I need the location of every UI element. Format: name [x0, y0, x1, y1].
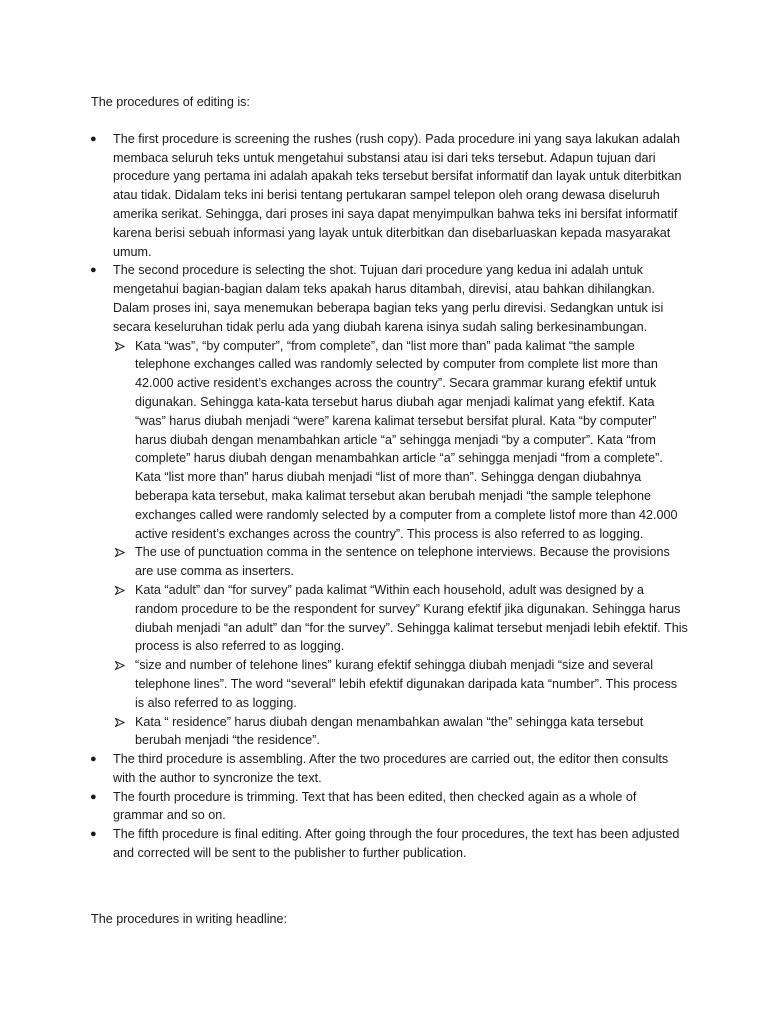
revision-text: Kata “adult” dan “for survey” pada kalimat “Within each household, adult was designed by a random procedure to be the respondent for survey” Kurang efektif jika digunakan. Sehingga harus diubah menjadi “an adult” dan “for the survey”. Sehingga kalimat tersebut menjadi lebih efektif. This process is also referred to as logging.	[135, 582, 688, 654]
revision-item-4	[113, 656, 688, 712]
revision-text: The use of punctuation comma in the sentence on telephone interviews. Because the provisions are use comma as inserters.	[135, 545, 670, 579]
arrow-bullet-icon	[115, 586, 125, 595]
revision-text: Kata “was”, “by computer”, “from complete”, dan “list more than” pada kalimat “the sample telephone exchanges called was randomly selected by computer from complete list more than 42.000 active resident’s exchanges across the country”. Secara grammar kurang efektif untuk digunakan. Sehingga kata-kata tersebut harus diubah agar menjadi kalimat yang efektif. Kata “was” harus diubah menjadi “were” karena kalimat tersebut bersifat plural. Kata “by computer” harus diubah dengan menambahkan article “a” sehingga menjadi “by a computer”. Kata “from complete” harus diubah dengan menambahkan article “a” sehingga menjadi “from a complete”. Kata “list more than” harus diubah menjadi “list of more than”. Sehingga dengan diubahnya beberapa kata tersebut, maka kalimat tersebut akan berubah menjadi “the sample telephone exchanges called were randomly selected by a computer from a complete listof more than 42.000 active resident’s exchanges across the country”. This process is also referred to as logging.	[135, 338, 678, 541]
headline-procedures-heading: The procedures in writing headline:	[91, 912, 288, 926]
procedure-item-4	[91, 788, 688, 826]
revision-list	[113, 337, 688, 751]
revision-text: Kata “ residence” harus diubah dengan menambahkan awalan “the” sehingga kata tersebut berubah menjadi “the residence”.	[135, 714, 644, 748]
procedures-list	[91, 130, 688, 863]
bullet-icon: ●	[90, 790, 97, 803]
arrow-bullet-icon	[115, 718, 125, 727]
procedure-text: The fifth procedure is final editing. After going through the four procedures, the text has been adjusted and corrected will be sent to the publisher to further publication.	[113, 827, 680, 861]
bullet-icon: ●	[90, 264, 97, 277]
revision-item-2	[113, 543, 688, 581]
revision-text: “size and number of telehone lines” kurang efektif sehingga diubah menjadi “size and several telephone lines”. The word “several” lebih efektif digunakan daripada kata “number”. This process is also referred to as logging.	[135, 658, 678, 710]
revision-item-1	[113, 337, 688, 544]
procedure-item-3	[91, 750, 688, 788]
bullet-icon: ●	[90, 828, 97, 841]
procedure-text: The fourth procedure is trimming. Text that has been edited, then checked again as a whole of grammar and so on.	[113, 789, 637, 823]
revision-item-5	[113, 713, 688, 751]
procedure-item-1	[91, 130, 688, 262]
procedure-text: The second procedure is selecting the shot. Tujuan dari procedure yang kedua ini adalah untuk mengetahui bagian-bagian dalam teks apakah harus ditambah, direvisi, atau bahkan dihilangkan. Dalam proses ini, saya menemukan beberapa bagian teks yang perlu direvisi. Sedangkan untuk isi secara keseluruhan tidak perlu ada yang diubah karena isinya sudah saling berkesinambungan.	[113, 263, 664, 334]
arrow-bullet-icon	[115, 342, 125, 351]
revision-item-3	[113, 581, 688, 656]
bullet-icon: ●	[90, 753, 97, 766]
bullet-icon: ●	[90, 132, 97, 145]
procedure-item-5	[91, 825, 688, 863]
procedure-text: The first procedure is screening the rushes (rush copy). Pada procedure ini yang saya lakukan adalah membaca seluruh teks untuk mengetahui substansi atau isi dari teks tersebut. Adapun tujuan dari procedure yang pertama ini adalah apakah teks tersebut bersifat informatif dan layak untuk diterbitkan atau tidak. Didalam teks ini berisi tentang pertukaran sampel telepon oleh orang dewasa diseluruh amerika serikat. Sehingga, dari proses ini saya dapat menyimpulkan bahwa teks ini bersifat informatif karena berisi sebuah informasi yang layak untuk diterbitkan dan disebarluaskan kepada masyarakat umum.	[113, 131, 682, 259]
arrow-bullet-icon	[115, 661, 125, 670]
arrow-bullet-icon	[115, 548, 125, 557]
editing-procedures-heading: The procedures of editing is:	[91, 95, 250, 109]
procedure-item-2	[91, 261, 688, 750]
procedure-text: The third procedure is assembling. After the two procedures are carried out, the editor then consults with the author to syncronize the text.	[113, 752, 669, 785]
